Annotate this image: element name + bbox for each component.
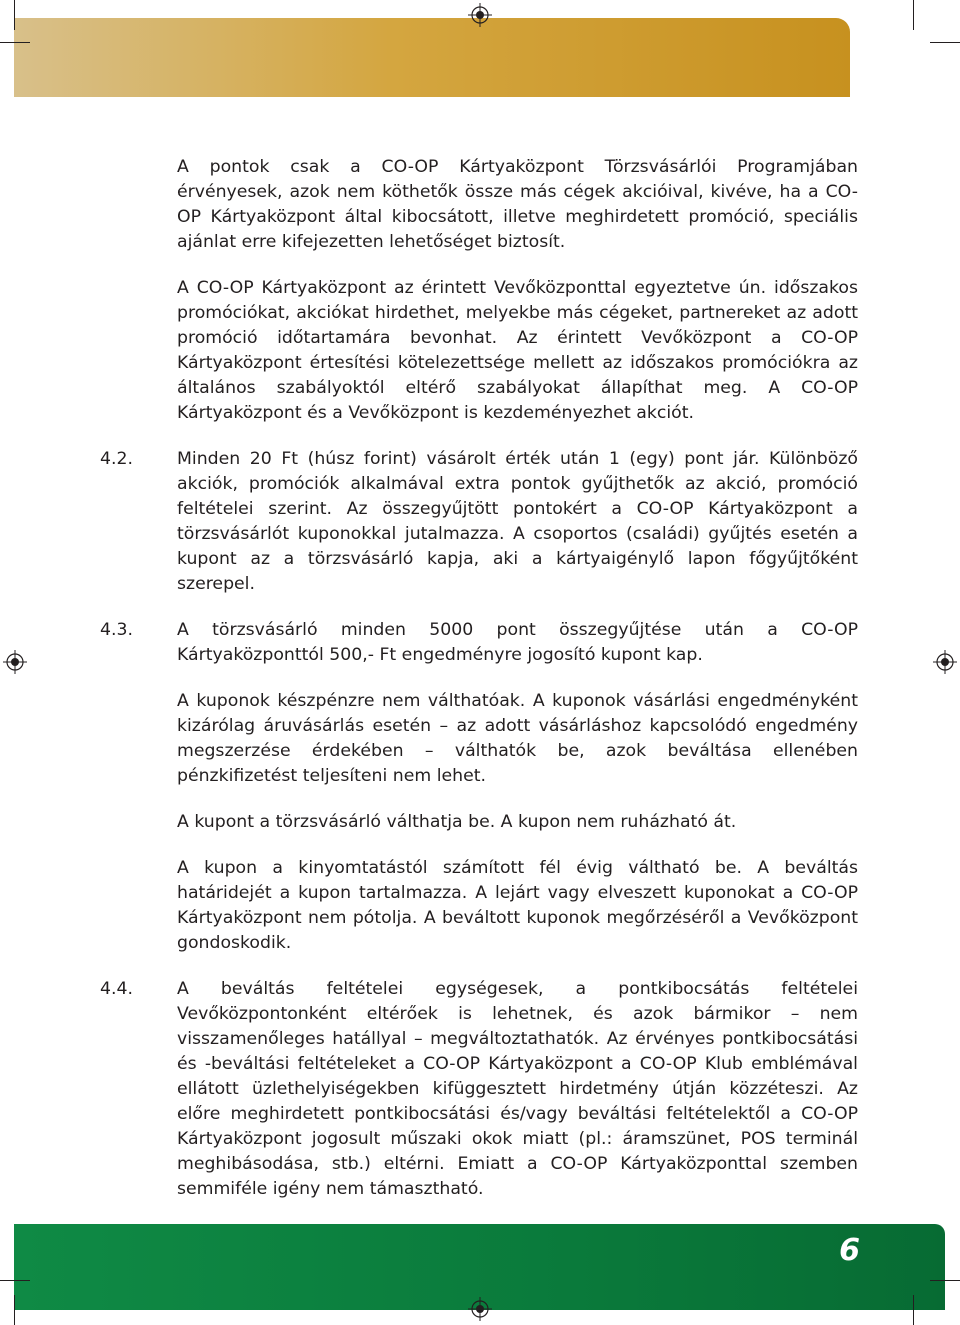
paragraph: [100, 155, 860, 255]
document-body: [100, 155, 860, 1223]
section-number: [100, 689, 177, 789]
paragraph-text: A kuponok készpénzre nem válthatóak. A kuponok vásárlási engedményként kizárólag áruvásárlás esetén – az adott vásárláshoz kapcsolódó engedmény megszerzése érdekében – válthatók be, azok beváltása ellenében pénzkifizetést teljesíteni nem lehet.: [177, 691, 858, 786]
paragraph: [100, 276, 860, 426]
section-number: 4.2.: [100, 449, 133, 469]
paragraph-text: Minden 20 Ft (húsz forint) vásárolt érték után 1 (egy) pont jár. Különböző akciók, promóciók alkalmával extra pontok gyűjthetők az akció, promóció feltételei szerint. Az összegyűjtött pontokért a CO-OP Kártyaközpont a törzsvásárlót kuponokkal jutalmazza. A csoportos (családi) gyűjtés esetén a kupont az a törzsvásárló kapja, aki a kártyaigénylő lapon főgyűjtőként szerepel.: [177, 449, 858, 594]
paragraph-text: A pontok csak a CO-OP Kártyaközpont Törzsvásárlói Programjában érvényesek, azok nem köthetők össze más cégek akcióival, kivéve, ha a CO-OP Kártyaközpont által kibocsátott, illetve meghirdetett promóció, speciális ajánlat erre kifejezetten lehetőséget biztosít.: [177, 157, 858, 252]
paragraph-text: A kupont a törzsvásárló válthatja be. A kupon nem ruházható át.: [177, 812, 737, 832]
registration-mark-bottom-icon: [468, 1297, 492, 1321]
crop-mark-top-left-h: [0, 42, 30, 43]
paragraph-text: A beváltás feltételei egységesek, a pontkibocsátás feltételei Vevőközpontonként eltérőek is lehetnek, és azok bármikor – nem visszamenőleges hatállyal – megváltoztathatók. Az érvényes pontkibocsátási és -beváltási feltételeket a CO-OP Kártyaközpont a CO-OP Klub emblémával ellátott üzlethelyiségekben kifüggesztett hirdetmény útján közzéteszi. Az előre meghirdetett pontkibocsátási és/vagy beváltási feltételektől a CO-OP Kártyaközpont jogosult műszaki okok miatt (pl.: áramszünet, POS terminál meghibásodása, stb.) eltérni. Emiatt a CO-OP Kártyaközponttal szemben semmiféle igény nem támasztható.: [177, 979, 858, 1199]
section-number: 4.4.: [100, 979, 133, 999]
crop-mark-bottom-left-h: [0, 1280, 30, 1281]
paragraph: [100, 689, 860, 789]
paragraph-text: A törzsvásárló minden 5000 pont összegyűjtése után a CO-OP Kártyaközponttól 500,- Ft engedményre jogosító kupont kap.: [177, 620, 858, 665]
header-gold-band: [14, 18, 850, 97]
registration-mark-left-icon: [3, 650, 27, 674]
paragraph: [100, 856, 860, 956]
crop-mark-top-left-v: [14, 0, 15, 30]
section-number: [100, 810, 177, 835]
paragraph: [100, 618, 860, 668]
section-number: [100, 155, 177, 255]
paragraph-text: A kupon a kinyomtatástól számított fél évig váltható be. A beváltás határidejét a kupon tartalmazza. A lejárt vagy elveszett kuponokat a CO-OP Kártyaközpont nem pótolja. A beváltott kuponok megőrzéséről a Vevőközpont gondoskodik.: [177, 858, 858, 953]
section-number: [100, 856, 177, 956]
paragraph: [100, 447, 860, 597]
section-number: [100, 276, 177, 426]
section-number: 4.3.: [100, 620, 133, 640]
crop-mark-top-right-v: [913, 0, 914, 30]
crop-mark-top-right-h: [930, 42, 960, 43]
crop-mark-bottom-left-v: [14, 1295, 15, 1325]
paragraph: [100, 977, 860, 1202]
registration-mark-top-icon: [468, 3, 492, 27]
paragraph-text: A CO-OP Kártyaközpont az érintett Vevőközponttal egyeztetve ún. időszakos promóciókat, akciókat hirdethet, melyekbe más cégeket, partnereket az adott promóció időtartamára bevonhat. Az érintett Vevőközpont a CO-OP Kártyaközpont értesítési kötelezettsége mellett az időszakos promóciókra az általános szabályoktól eltérő szabályokat állapíthat meg. A CO-OP Kártyaközpont és a Vevőközpont is kezdeményezhet akciót.: [177, 278, 858, 423]
crop-mark-bottom-right-v: [913, 1295, 914, 1325]
page-number: 6: [839, 1233, 860, 1268]
registration-mark-right-icon: [933, 650, 957, 674]
crop-mark-bottom-right-h: [930, 1280, 960, 1281]
paragraph: [100, 810, 860, 835]
